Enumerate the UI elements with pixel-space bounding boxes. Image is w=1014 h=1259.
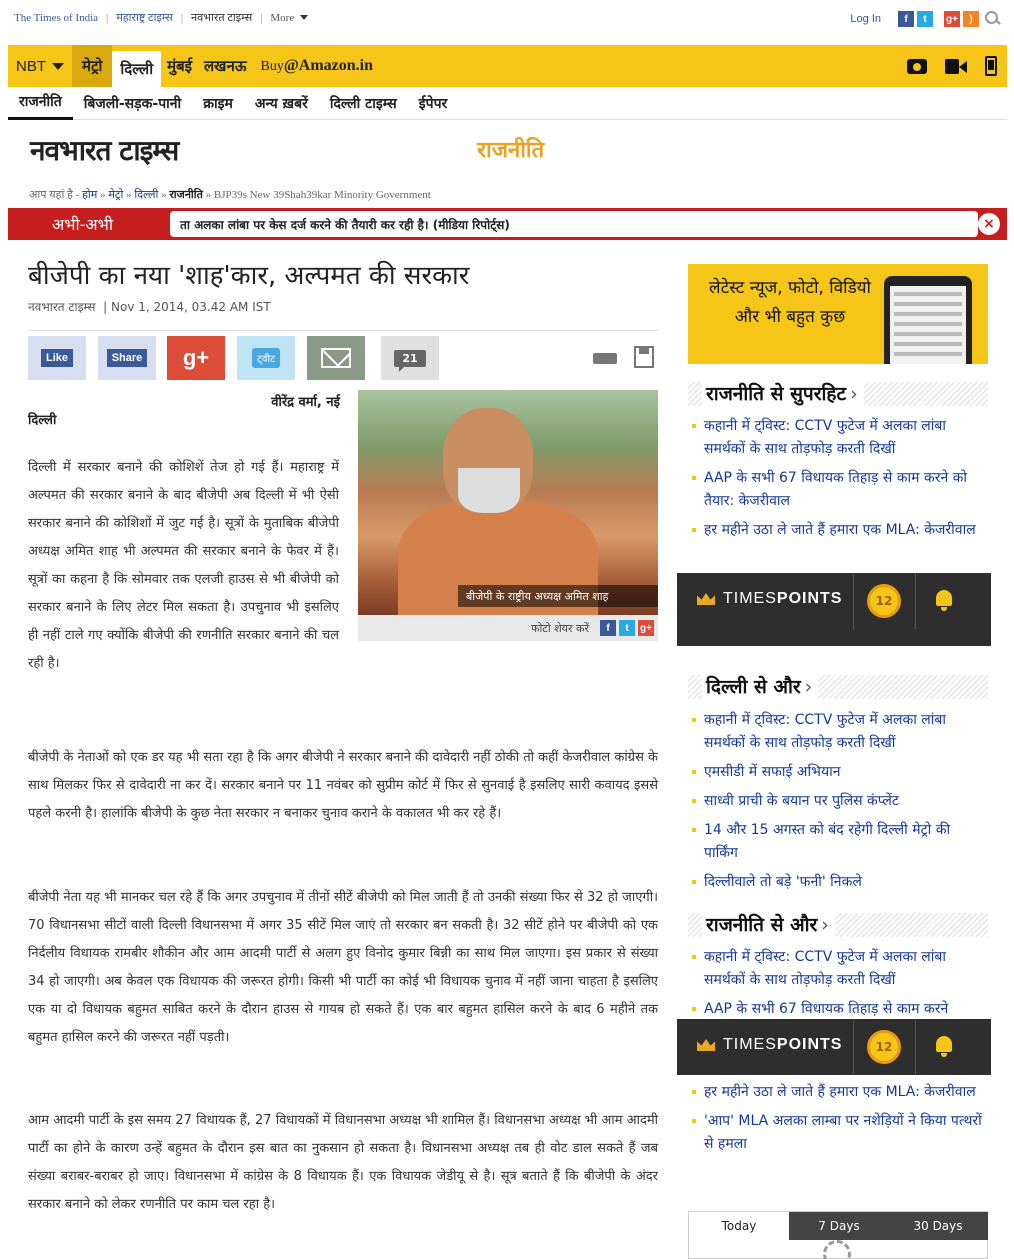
- nav-item-mumbai[interactable]: मुंबई: [167, 57, 192, 75]
- top-right-tools: [850, 10, 1002, 28]
- crown-icon: [697, 593, 715, 605]
- google-plus-icon[interactable]: g+: [944, 11, 960, 27]
- list-item[interactable]: 14 और 15 अगस्त को बंद रहेगी दिल्ली मेट्रो की पार्किंग: [690, 819, 985, 865]
- facebook-like-button[interactable]: [28, 336, 86, 380]
- crown-icon: [697, 1039, 715, 1051]
- breaking-ticker: [8, 208, 1007, 240]
- nbt-label: NBT: [16, 57, 46, 75]
- bell-icon[interactable]: [936, 590, 952, 606]
- divider: [853, 573, 854, 629]
- list-item[interactable]: AAP के सभी 67 विधायक तिहाड़ से काम करने को तैयार: केजरीवाल: [690, 467, 985, 513]
- divider: [853, 1019, 854, 1075]
- photo-figure-beard: [458, 468, 520, 513]
- photo-share-label: फोटो शेयर करें: [530, 621, 589, 635]
- points-coin[interactable]: 12: [867, 1030, 901, 1064]
- media-links: [907, 56, 1007, 76]
- breadcrumb-metro[interactable]: मेट्रो: [108, 189, 124, 201]
- google-plus-button[interactable]: g+: [167, 336, 225, 380]
- list-item[interactable]: कहानी में ट्विस्ट: CCTV फुटेज में अलका लांबा समर्थकों के साथ तोड़फोड़ करती दिखीं: [690, 946, 985, 992]
- amazon-prefix: Buy: [260, 59, 284, 74]
- politics-more-list: [690, 946, 985, 1027]
- article-date: Nov 1, 2014, 03.42 AM IST: [111, 300, 271, 314]
- section-nav: [8, 87, 1007, 120]
- article-source: नवभारत टाइम्स: [28, 300, 96, 314]
- nbt-menu[interactable]: [8, 45, 72, 87]
- delhi-more-title: दिल्ली से और ›: [702, 673, 818, 699]
- superhit-list: [690, 415, 985, 548]
- list-item[interactable]: साध्वी प्राची के बयान पर पुलिस कंप्लेंट: [690, 790, 985, 813]
- amazon-brand: @Amazon.in: [283, 57, 373, 74]
- network-link-toi[interactable]: The Times of India: [14, 11, 99, 24]
- rss-icon[interactable]: ): [963, 11, 979, 27]
- network-links: The Times of India | महाराष्ट्र टाइम्स | नवभारत टाइम्स | More: [14, 10, 308, 25]
- bell-icon[interactable]: [936, 1036, 952, 1052]
- facebook-like-label: Like: [41, 349, 73, 367]
- timespoints-widget[interactable]: [677, 1019, 991, 1075]
- list-item[interactable]: एमसीडी में सफाई अभियान: [690, 761, 985, 784]
- list-item[interactable]: कहानी में ट्विस्ट: CCTV फुटेज में अलका लांबा समर्थकों के साथ तोड़फोड़ करती दिखीं: [690, 415, 985, 461]
- facebook-icon[interactable]: f: [898, 11, 914, 27]
- email-button[interactable]: [307, 336, 365, 380]
- network-link-mt[interactable]: महाराष्ट्र टाइम्स: [116, 12, 173, 24]
- network-bar: [0, 0, 1014, 42]
- loading-spinner-icon: [823, 1240, 851, 1259]
- photo-share-bar: [358, 615, 658, 641]
- timespoints-label: TIMESPOINTS: [723, 1036, 843, 1053]
- search-icon[interactable]: [984, 10, 1002, 28]
- section-item-epaper[interactable]: ईपेपर: [418, 95, 448, 112]
- app-promo-banner[interactable]: [688, 264, 988, 364]
- twitter-icon[interactable]: t: [619, 620, 635, 636]
- section-item-politics[interactable]: राजनीति: [8, 87, 73, 120]
- amazon-link[interactable]: [253, 57, 373, 75]
- article-photo[interactable]: [358, 390, 658, 615]
- tab-7-days[interactable]: 7 Days: [789, 1212, 889, 1240]
- share-bar: [28, 336, 658, 382]
- politics-more-list-continued: [690, 1081, 985, 1162]
- list-item[interactable]: हर महीने उठा ले जाते हैं हमारा एक MLA: केजरीवाल: [690, 519, 985, 542]
- more-label: More: [270, 11, 295, 24]
- close-icon[interactable]: ×: [978, 213, 1000, 235]
- politics-more-header[interactable]: [688, 913, 988, 937]
- list-item[interactable]: दिल्लीवाले तो बड़े 'फनी' निकले: [690, 871, 985, 894]
- divider: [915, 573, 916, 629]
- tweet-button[interactable]: [237, 336, 295, 380]
- facebook-share-button[interactable]: [98, 336, 156, 380]
- points-coin[interactable]: 12: [867, 584, 901, 618]
- network-link-nbt[interactable]: नवभारत टाइम्स: [191, 12, 253, 24]
- breadcrumb: आप यहां है - होम » मेट्रो » दिल्ली » राजनीति » BJP39s New 39Shah39kar Minority Government: [29, 189, 431, 201]
- most-read-tabs: [688, 1211, 988, 1259]
- superhit-header[interactable]: [688, 382, 988, 406]
- chevron-down-icon: [300, 15, 308, 20]
- login-link[interactable]: Log In: [850, 13, 881, 25]
- site-logo[interactable]: नवभारत टाइम्स: [30, 134, 179, 167]
- article-paragraph: दिल्ली में सरकार बनाने की कोशिशें तेज हो गई हैं। महाराष्ट्र में अल्पमत की सरकार बनाने के बाद बीजेपी अब दिल्ली में भी ऐसी सरकार बनाने की कोशिशों में जुट गई है। सूत्रों के मुताबिक बीजेपी अध्यक्ष अमित शाह भी अल्पमत की सरकार बनाने के फेवर में हैं। सूत्रों का कहना है कि सोमवार तक एलजी हाउस से भी बीजेपी को सरकार बनाने के लिए लेटर मिल सकता है। उपचुनाव भी इसलिए ही नहीं टाले गए क्योंकि बीजेपी की रणनीति सरकार बनाने की चल रही है।: [28, 460, 339, 671]
- superhit-title: राजनीति से सुपरहिट ›: [702, 380, 864, 406]
- article-meta: नवभारत टाइम्स | Nov 1, 2014, 03.42 AM IST: [28, 300, 271, 314]
- breadcrumb-politics[interactable]: राजनीति: [169, 189, 203, 201]
- section-item-crime[interactable]: क्राइम: [203, 95, 233, 112]
- byline: [28, 392, 340, 428]
- comment-count: 21: [394, 350, 425, 367]
- delhi-more-header[interactable]: [688, 675, 988, 699]
- comments-button[interactable]: [381, 336, 439, 380]
- breadcrumb-home[interactable]: होम: [82, 189, 98, 201]
- article-paragraph: बीजेपी नेता यह भी मानकर चल रहे हैं कि अगर उपचुनाव में तीनों सीटें बीजेपी को मिल जाती हैं तो उनकी संख्या फिर से 32 हो जाएगी। 70 विधानसभा सीटों वाली दिल्ली विधानसभा में अगर 35 सीटें मिल जाएं तो सरकार बन सकती है। 32 सीटें होने पर बीजेपी को एक निर्दलीय विधायक रामबीर शौकीन और आम आदमी पार्टी से अलग हुए विनोद कुमार बिन्नी का साथ मिल जाएगा। इस प्रकार से संख्या 34 हो जाएगी। अब केवल एक विधायक की जरूरत होगी। किसी भी पार्टी का कोई भी विधायक चुनाव में नहीं जाना चाहता है इसलिए एक या दो विधायक बहुमत साबित करने के दौरान हाउस से गायब हो सकते हैं। एक बार बहुमत हासिल करने के बाद 6 महीने तक बहुमत हासिल करने की जरूरत नहीं पड़ती।: [28, 890, 658, 1045]
- twitter-icon[interactable]: t: [917, 11, 933, 27]
- list-item[interactable]: कहानी में ट्विस्ट: CCTV फुटेज में अलका लांबा समर्थकों के साथ तोड़फोड़ करती दिखीं: [690, 709, 985, 755]
- breadcrumb-prefix: आप यहां है -: [29, 189, 80, 201]
- section-item-civic[interactable]: बिजली-सड़क-पानी: [83, 95, 182, 112]
- list-item[interactable]: 'आप' MLA अलका लाम्बा पर नशेड़ियों ने किया पत्थरों से हमला: [690, 1110, 985, 1156]
- nav-item-lucknow[interactable]: लखनऊ: [204, 57, 247, 75]
- phone-icon: [884, 276, 972, 364]
- section-title: राजनीति: [477, 138, 545, 163]
- divider: [915, 1019, 916, 1075]
- article-paragraph: बीजेपी के नेताओं को एक डर यह भी सता रहा है कि अगर बीजेपी ने सरकार बनाने की दावेदारी नहीं ठोकी तो कहीं केजरीवाल कांग्रेस के साथ मिलकर फिर से दावेदारी ना कर दें। सरकार बनाने पर 11 नवंबर को सुप्रीम कोर्ट में फिर से सुनवाई है इसलिए सारी कवायद इससे पहले करनी है। हालांकि बीजेपी के कुछ नेता सरकार न बनाकर चुनाव कराने के वकालत भी कर रहे हैं।: [28, 750, 658, 821]
- politics-more-title: राजनीति से और ›: [702, 911, 835, 937]
- byline-author: वीरेंद्र वर्मा, नई: [271, 395, 340, 410]
- tab-30-days[interactable]: 30 Days: [888, 1212, 988, 1240]
- byline-city: दिल्ली: [28, 413, 57, 428]
- facebook-icon[interactable]: f: [600, 620, 616, 636]
- phone-screen: [890, 286, 966, 364]
- timespoints-widget[interactable]: [677, 573, 991, 629]
- nav-item-metro[interactable]: मेट्रो: [72, 45, 112, 87]
- divider: [28, 330, 658, 331]
- primary-nav: [8, 45, 1007, 87]
- facebook-share-label: Share: [107, 349, 148, 367]
- list-item[interactable]: हर महीने उठा ले जाते हैं हमारा एक MLA: केजरीवाल: [690, 1081, 985, 1104]
- mobile-icon[interactable]: [985, 56, 997, 76]
- photo-caption: बीजेपी के राष्ट्रीय अध्यक्ष अमित शाह: [458, 585, 658, 607]
- google-plus-icon[interactable]: g+: [638, 620, 654, 636]
- timespoints-widget-shadow: [677, 629, 991, 646]
- list-item[interactable]: AAP के सभी 67 विधायक तिहाड़ से काम करने: [690, 998, 985, 1021]
- section-item-other-news[interactable]: अन्य ख़बरें: [254, 95, 308, 112]
- breadcrumb-current: BJP39s New 39Shah39kar Minority Government: [213, 189, 431, 201]
- ticker-label: अभी-अभी: [52, 215, 114, 234]
- tweet-label: ट्वीट: [252, 348, 280, 368]
- chevron-down-icon: [52, 63, 64, 70]
- article-paragraph: आम आदमी पार्टी के इस समय 27 विधायक हैं, 27 विधायकों में विधानसभा अध्यक्ष भी शामिल हैं। विधानसभा अध्यक्ष भी आम आदमी पार्टी का होने के कारण उन्हें बहुमत के दौरान इस बात का नुकसान हो सकता है। विधानसभा अध्यक्ष तब ही वोट डाल सकते हैं जब संख्या बराबर-बराबर हो जाए। विधानसभा में कांग्रेस के 8 विधायक हैं। एक विधायक जेडीयू से है। सूत्र बताते हैं कि बीजेपी के अंदर सरकार बनाने को लेकर रणनीति पर काम चल रहा है।: [28, 1113, 658, 1212]
- promo-text: लेटेस्ट न्यूज, फोटो, विडियो और भी बहुत कुछ: [709, 278, 871, 327]
- video-icon[interactable]: [945, 59, 967, 74]
- envelope-icon: [321, 348, 351, 368]
- section-item-delhi-times[interactable]: दिल्ली टाइम्स: [329, 95, 397, 112]
- save-icon[interactable]: [634, 346, 654, 368]
- article-title: बीजेपी का नया 'शाह'कार, अल्पमत की सरकार: [28, 261, 470, 291]
- timespoints-label: TIMESPOINTS: [723, 590, 843, 607]
- nav-item-delhi[interactable]: दिल्ली: [112, 51, 161, 87]
- ticker-text[interactable]: ता अलका लांबा पर केस दर्ज करने की तैयारी कर रही है। (मीडिया रिपोर्ट्स): [170, 211, 978, 237]
- delhi-more-list: [690, 709, 985, 900]
- breadcrumb-delhi[interactable]: दिल्ली: [134, 189, 159, 201]
- more-menu[interactable]: [270, 12, 308, 24]
- tab-today[interactable]: Today: [689, 1212, 789, 1240]
- camera-icon[interactable]: [907, 59, 927, 74]
- print-icon[interactable]: [593, 346, 617, 368]
